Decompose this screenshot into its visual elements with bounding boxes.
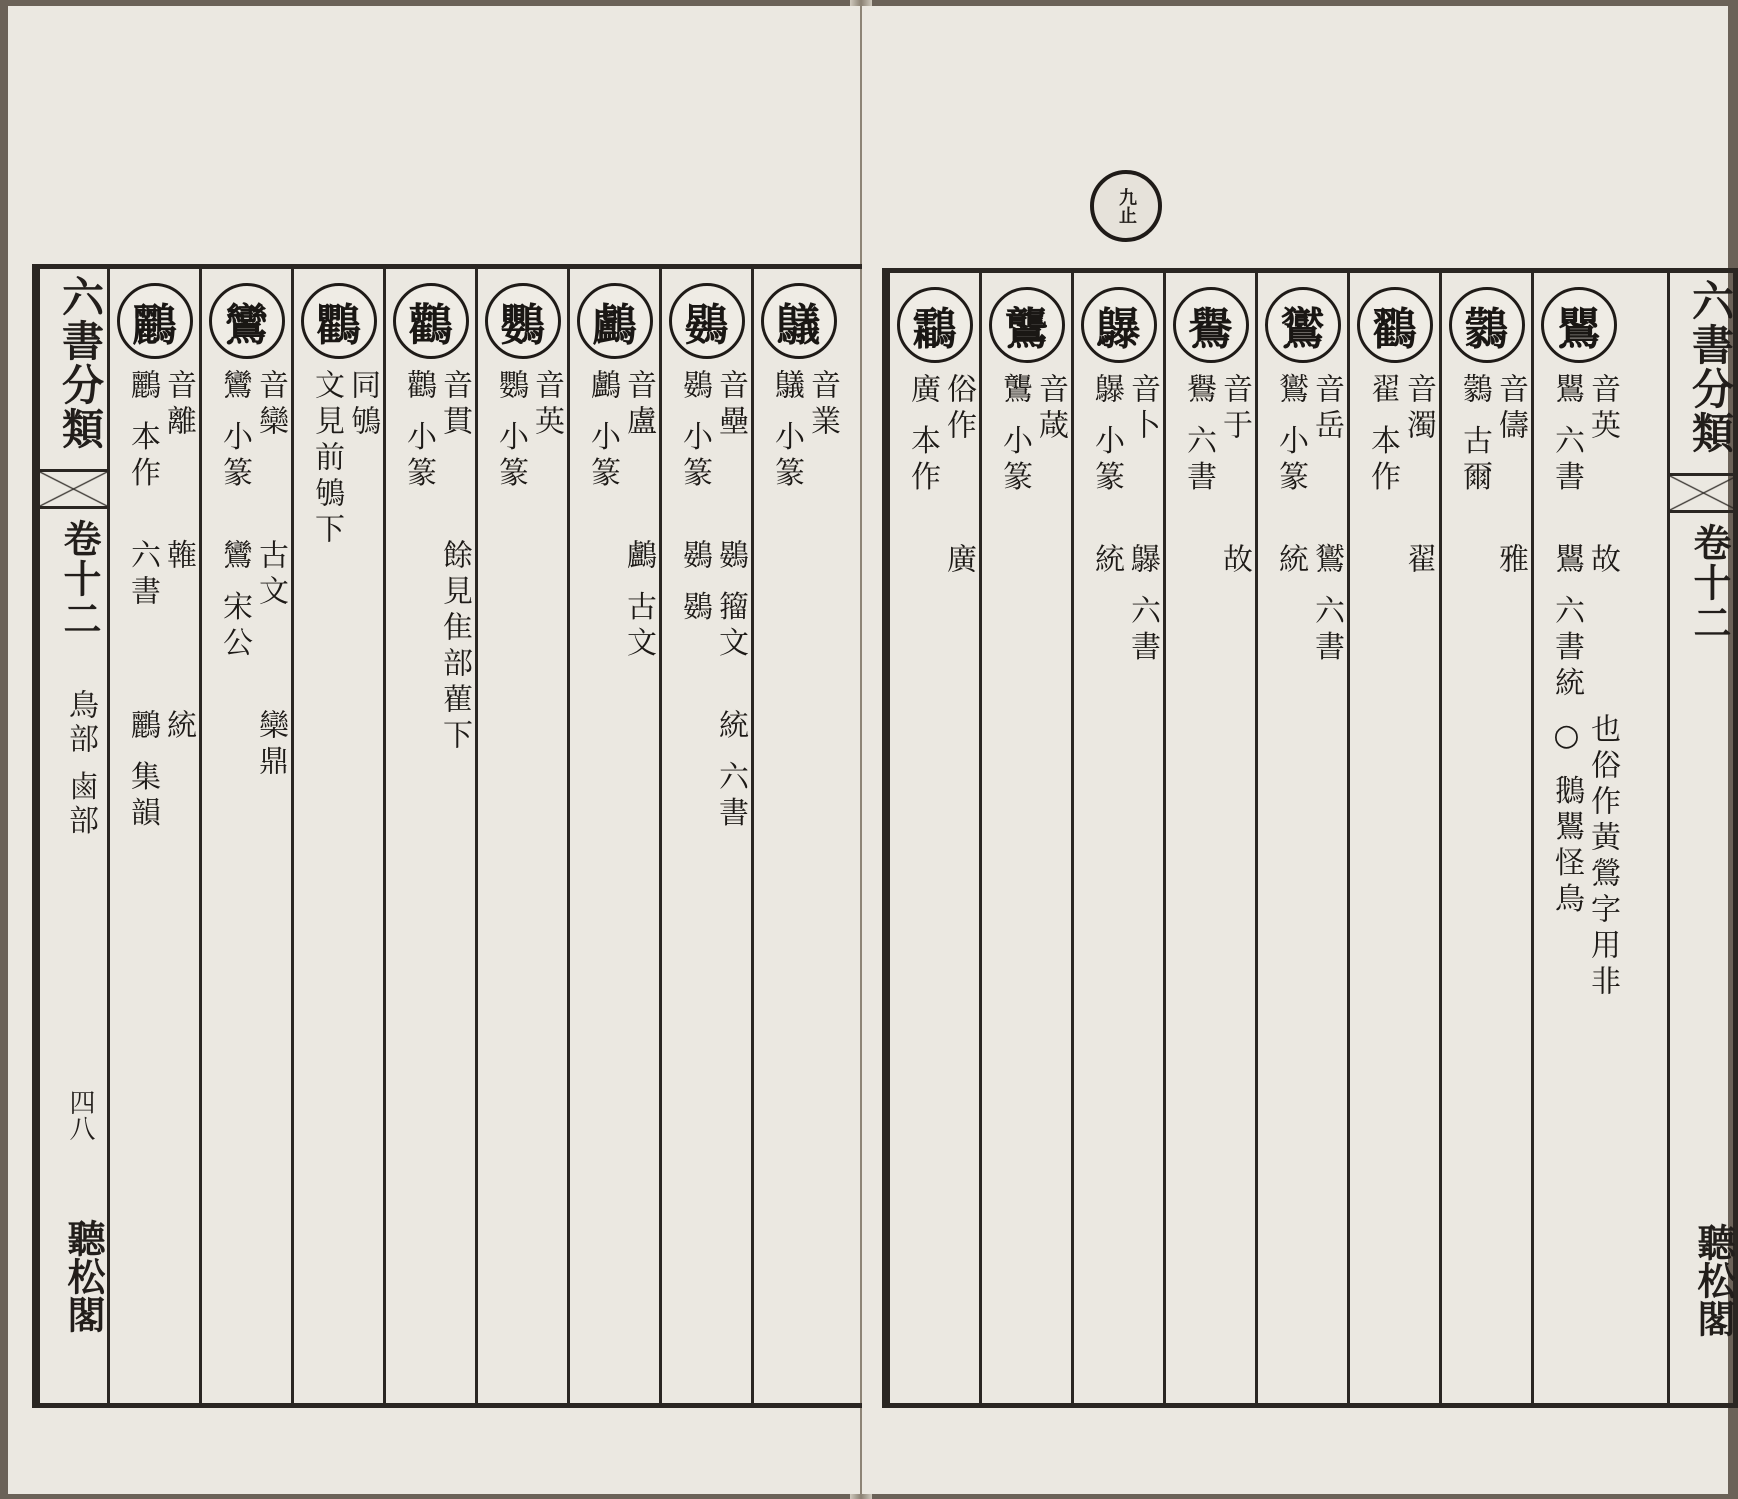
entry-text-line: 音岳 <box>1309 373 1344 445</box>
entry-head-character: 鸏 <box>1449 287 1525 363</box>
right-page <box>862 6 1736 1494</box>
entry-column <box>1531 273 1623 1403</box>
entry-text-line: 音盧 <box>621 369 656 441</box>
entry-text-line: 同鴝 <box>345 369 380 441</box>
entry-text-line: 鸎 六書統 ○ 鵝鸎怪鳥 <box>1549 543 1584 919</box>
entry-column <box>1071 273 1163 1403</box>
entry-column <box>107 269 199 1403</box>
entry-text-line: 餘見隹部雚下 <box>437 539 472 755</box>
right-page-frame <box>882 268 1738 1408</box>
fish-tail-ornament-right <box>1670 473 1737 513</box>
entry-text-line: 俗作 <box>941 373 976 445</box>
entry-text-line: 欒鼎 <box>253 709 288 781</box>
entry-text-line: 鸔 六書 <box>1125 543 1160 667</box>
book-title-right: 六書分類 <box>1686 279 1735 455</box>
entry-column <box>1163 273 1255 1403</box>
entry-text-line: 翟 本作 <box>1365 373 1400 497</box>
entry-text-line: 故 <box>1217 543 1252 579</box>
entry-text-line: 廣 <box>941 543 976 579</box>
entry-text-line: 音于 <box>1217 373 1252 445</box>
entry-text-line: 鸑 六書 <box>1309 543 1344 667</box>
entry-text-line: 鸕 小篆 <box>585 369 620 493</box>
entry-column <box>475 269 567 1403</box>
entry-text-line: 鸒 六書 <box>1181 373 1216 497</box>
entry-column <box>1347 273 1439 1403</box>
entry-head-character: 鸗 <box>989 287 1065 363</box>
entry-text-line: 音壘 <box>713 369 748 441</box>
entry-text-line: 鸃 小篆 <box>769 369 804 493</box>
entry-column <box>1439 273 1531 1403</box>
studio-name: 聽松閣 <box>61 1219 106 1333</box>
left-page <box>8 6 860 1494</box>
entry-text-line: 六書 <box>125 539 160 611</box>
entry-text-line: 鸎 六書 <box>1549 373 1584 497</box>
entry-head-character: 鸎 <box>1541 287 1617 363</box>
entry-text-line: 音業 <box>805 369 840 441</box>
entry-column <box>199 269 291 1403</box>
right-banner <box>1667 273 1737 1403</box>
entry-head-character: 鸃 <box>761 283 837 359</box>
fish-tail-ornament <box>40 469 107 509</box>
entry-column <box>887 273 979 1403</box>
entry-column <box>567 269 659 1403</box>
entry-text-line: 統 <box>161 709 196 745</box>
entry-column <box>751 269 843 1403</box>
entry-text-line: 鸝 本作 <box>125 369 160 493</box>
entry-text-line: 鷃 鷃 <box>677 539 712 627</box>
entry-text-line: 雅 <box>1493 543 1528 579</box>
entry-text-line: 音卜 <box>1125 373 1160 445</box>
left-page-frame <box>32 264 868 1408</box>
entry-text-line: 翟 <box>1401 543 1436 579</box>
entry-text-line: 廣 本作 <box>905 373 940 497</box>
left-banner <box>37 269 107 1403</box>
entry-text-line: 音英 <box>1585 373 1620 445</box>
entry-text-line: 鷃 小篆 <box>677 369 712 493</box>
entry-head-character: 鸚 <box>485 283 561 359</box>
entry-text-line: 音貫 <box>437 369 472 441</box>
entry-head-character: 鸛 <box>393 283 469 359</box>
entry-column <box>979 273 1071 1403</box>
entry-text-line: 音英 <box>529 369 564 441</box>
entry-text-line: 文見前鴝下 <box>309 369 344 549</box>
collector-seal <box>1090 170 1162 242</box>
entry-text-line: 鸚 小篆 <box>493 369 528 493</box>
entry-text-line: 鸗 小篆 <box>997 373 1032 497</box>
entry-head-character: 鸔 <box>1081 287 1157 363</box>
entry-text-line: 鸞 小篆 <box>217 369 252 493</box>
entry-column <box>659 269 751 1403</box>
entry-head-character: 鸝 <box>117 283 193 359</box>
entry-head-character: 鸕 <box>577 283 653 359</box>
entry-text-line: 音葴 <box>1033 373 1068 445</box>
entry-text-line: 鷃 籀文 <box>713 539 748 663</box>
entry-text-line: 也俗作黃鶯字用非 <box>1585 713 1620 1001</box>
entry-text-line: 鸑 小篆 <box>1273 373 1308 497</box>
entry-head-character: 鸞 <box>209 283 285 359</box>
entry-head-character: 鷃 <box>669 283 745 359</box>
entry-text-line: 雗 <box>161 539 196 575</box>
studio-name-right: 聽松閣 <box>1691 1223 1736 1337</box>
entry-text-line: 鸕 古文 <box>621 539 656 663</box>
section-label: 鳥部 鹵部 <box>63 689 98 839</box>
entry-text-line: 鸝 集韻 <box>125 709 160 833</box>
entry-column <box>1255 273 1347 1403</box>
entry-text-line: 故 <box>1585 543 1620 579</box>
entry-head-character: 鸒 <box>1173 287 1249 363</box>
entry-text-line: 統 <box>1273 543 1308 579</box>
entry-text-line: 古文 <box>253 539 288 611</box>
entry-head-character: 鸜 <box>301 283 377 359</box>
entry-text-line: 音欒 <box>253 369 288 441</box>
volume-label-right: 卷十二 <box>1687 523 1732 643</box>
entry-text-line: 鸞 宋公 <box>217 539 252 663</box>
entry-text-line: 統 <box>1089 543 1124 579</box>
volume-label: 卷十二 <box>57 519 102 639</box>
entry-text-line: 音儔 <box>1493 373 1528 445</box>
book-title: 六書分類 <box>56 275 105 451</box>
collector-seal-text: 九止 <box>1116 188 1137 224</box>
entry-head-character: 鸐 <box>1357 287 1433 363</box>
entry-text-line: 鸏 古爾 <box>1457 373 1492 497</box>
entry-head-character: 鸑 <box>1265 287 1341 363</box>
entry-text-line: 鸔 小篆 <box>1089 373 1124 497</box>
folio-number: 四八 <box>65 1089 95 1141</box>
entry-text-line: 鸛 小篆 <box>401 369 436 493</box>
entry-text-line: 音離 <box>161 369 196 441</box>
entry-column <box>383 269 475 1403</box>
entry-column <box>291 269 383 1403</box>
entry-head-character: 鸘 <box>897 287 973 363</box>
entry-text-line: 統 六書 <box>713 709 748 833</box>
entry-text-line: 音濁 <box>1401 373 1436 445</box>
